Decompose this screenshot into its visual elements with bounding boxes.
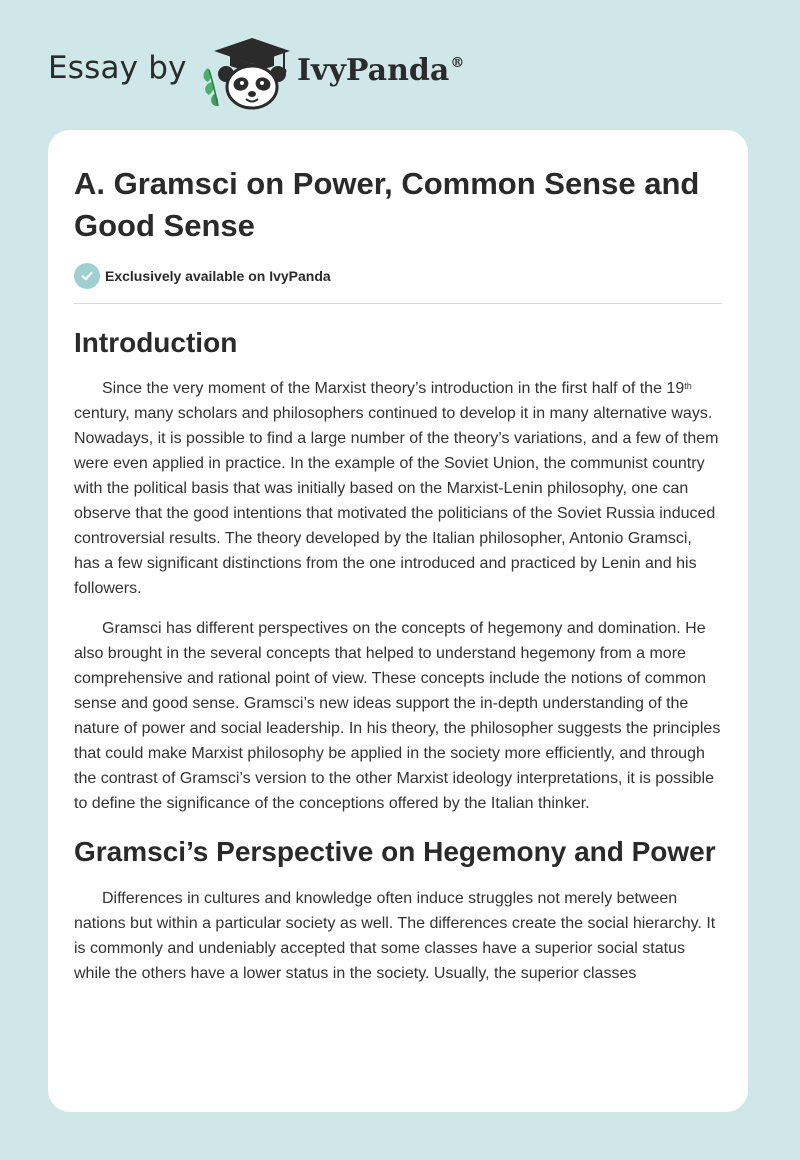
panda-graduate-icon[interactable] xyxy=(200,36,292,110)
paragraph: Gramsci has different perspectives on the concepts of hegemony and domination. He also brought in the several concepts that helped to understand hegemony from a more comprehensive and rational point of view. These concepts include the notions of common sense and good sense. Gramsci’s new ideas support the in-depth understanding of the nature of power and social leadership. In his theory, the philosopher suggests the principles that could make Marxist philosophy be applied in the society more efficiently, and through the contrast of Gramsci’s version to the other Marxist ideology interpretations, it is possible to define the significance of the conceptions offered by the Italian thinker. xyxy=(74,620,721,812)
section-heading-hegemony-and-power: Gramsci’s Perspective on Hegemony and Power xyxy=(74,836,716,867)
check-icon xyxy=(74,263,100,289)
title-divider xyxy=(74,303,722,304)
exclusive-badge xyxy=(74,263,331,289)
ordinal-suffix: th xyxy=(684,381,692,391)
essay-body xyxy=(74,322,722,986)
paragraph xyxy=(74,376,722,601)
essay-title: A. Gramsci on Power, Common Sense and Good Sense xyxy=(74,166,700,243)
paragraph-text: century, many scholars and philosophers continued to develop it in many alternative ways. Nowadays, it is possible to find a large number of the theory’s variations, and a few of them were even applied in practice. In the example of the Soviet Union, the communist country with the political basis that was initially based on the Marxist-Lenin philosophy, one can observe that the good intentions that motivated the politicians of the Soviet Russia induced controversial results. The theory developed by the Italian philosopher, Antonio Gramsci, has a few significant distinctions from the one introduced and practiced by Lenin and his followers. xyxy=(74,405,719,597)
badge-text: Exclusively available on IvyPanda xyxy=(105,268,331,284)
brand-name: IvyPanda xyxy=(297,53,450,88)
essay-card xyxy=(48,130,748,1112)
ivypanda-logo-text[interactable] xyxy=(297,53,464,88)
paragraph: Differences in cultures and knowledge often induce struggles not merely between nations but within a particular society as well. The differences create the social hierarchy. It is commonly and undeniably accepted that some classes have a superior social status while the others have a lower status in the society. Usually, the superior classes xyxy=(74,890,716,982)
site-header xyxy=(0,0,800,130)
essay-by-label: Essay by xyxy=(48,50,187,86)
registered-mark: ® xyxy=(450,55,465,71)
section-heading-introduction: Introduction xyxy=(74,327,238,358)
paragraph-text: Since the very moment of the Marxist theory’s introduction in the first half of the 19 xyxy=(102,380,685,397)
